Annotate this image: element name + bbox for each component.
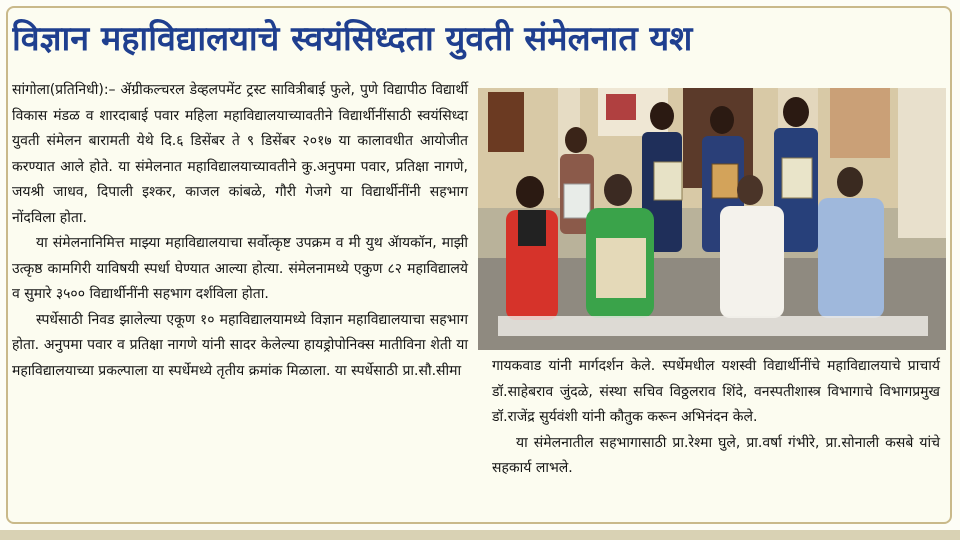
page-bottom-strip — [0, 530, 960, 540]
article-left-column — [12, 78, 468, 384]
article-right-column — [492, 354, 940, 482]
group-photo-illustration — [478, 88, 946, 350]
group-photo — [478, 88, 946, 350]
paragraph-4: गायकवाड यांनी मार्गदर्शन केले. स्पर्धेमधील यशस्वी विद्यार्थीनींचे महाविद्यालयाचे प्राचार्य डॉ.साहेबराव जुंदळे, संस्था सचिव विठ्ठलराव शिंदे, वनस्पतीशास्त्र विभागाचे विभागप्रमुख डॉ.राजेंद्र सुर्यवंशी यांनी कौतुक करून अभिनंदन केले. — [492, 358, 940, 425]
paragraph-2: या संमेलनानिमित्त माझ्या महाविद्यालयाचा सर्वोत्कृष्ट उपक्रम व मी युथ ॲायकॉन, माझी उत्कृष्ठ कामगिरी याविषयी स्पर्धा घेण्यात आल्या होत्या. संमेलनामध्ये एकुण ८२ महाविद्यालये व सुमारे ३५०० विद्यार्थीनींनी सहभाग दर्शविला होता. — [12, 235, 468, 302]
paragraph-5: या संमेलनातील सहभागासाठी प्रा.रेश्मा घुले, प्रा.वर्षा गंभीरे, प्रा.सोनाली कसबे यांचे सहकार्य लाभले. — [492, 434, 940, 476]
paragraph-1: सांगोला(प्रतिनिधी):– ॲग्रीकल्चरल डेव्हलपमेंट ट्रस्ट सावित्रीबाई फुले, पुणे विद्यापीठ विद्यार्थी विकास मंडळ व शारदाबाई पवार महिला महाविद्यालयाच्यावतीने विद्यार्थीनींसाठी स्वयंसिध्दा युवती संमेलन बारामती येथे दि.६ डिसेंबर ते ९ डिसेंबर २०१७ या कालावधीत आयोजीत करण्यात आले होते. या संमेलनात महाविद्यालयाच्यावतीने कु.अनुपमा पवार, प्रतिक्षा नागणे, जयश्री जाधव, दिपाली इश्कर, काजल कांबळे, गौरी गेजगे या विद्यार्थीनींनी सहभाग नोंदविला होता. — [12, 82, 468, 226]
headline: विज्ञान महाविद्यालयाचे स्वयंसिध्दता युवती संमेलनात यश — [12, 19, 693, 59]
paragraph-3: स्पर्धेसाठी निवड झालेल्या एकूण १० महाविद्यालयामध्ये विज्ञान महाविद्यालयाचा सहभाग होता. अनुपमा पवार व प्रतिक्षा नागणे यांनी सादर केलेल्या हायड्रोपोनिक्स मातीविना शेती या महाविद्यालयाच्या प्रकल्पाला या स्पर्धेमध्ये तृतीय क्रमांक मिळाला. या स्पर्धेसाठी प्रा.सौ.सीमा — [12, 311, 468, 379]
